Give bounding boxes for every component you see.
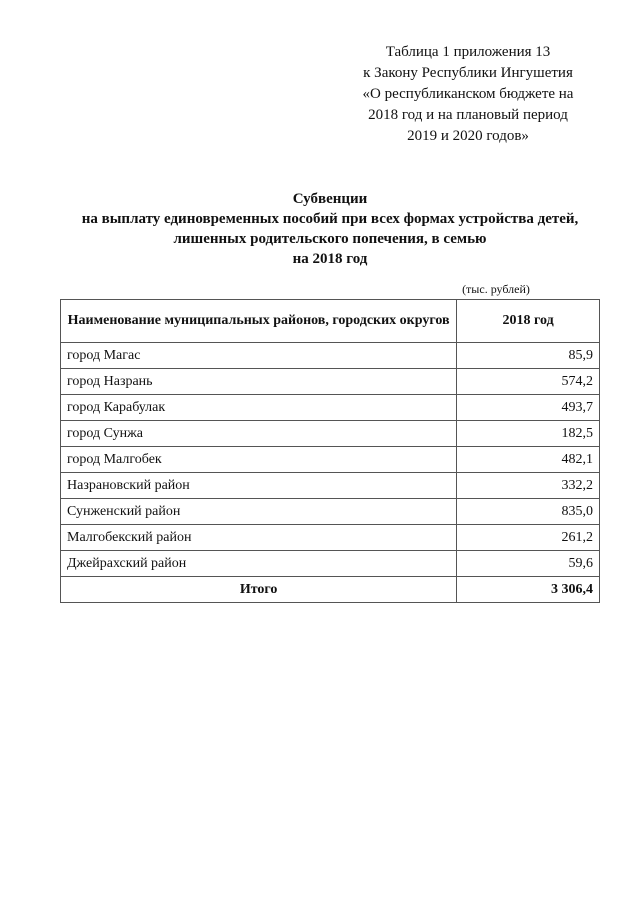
title-line: лишенных родительского попечения, в семью — [173, 231, 487, 247]
total-label: Итого — [61, 577, 457, 603]
subvention-table — [60, 299, 600, 603]
row-value: 332,2 — [457, 473, 600, 499]
appendix-line: Таблица 1 приложения 13 — [385, 44, 551, 60]
row-name: город Сунжа — [61, 421, 457, 447]
table-row — [61, 473, 600, 499]
row-value: 85,9 — [457, 343, 600, 369]
row-name: город Малгобек — [61, 447, 457, 473]
appendix-reference — [338, 42, 598, 147]
appendix-line: 2019 и 2020 годов» — [407, 128, 529, 144]
table-row — [61, 525, 600, 551]
title-line: Субвенции — [292, 191, 368, 207]
row-value: 493,7 — [457, 395, 600, 421]
row-name: Джейрахский район — [61, 551, 457, 577]
appendix-line: к Закону Республики Ингушетия — [363, 65, 573, 81]
table-row — [61, 551, 600, 577]
row-name: Назрановский район — [61, 473, 457, 499]
title-line: на 2018 год — [292, 251, 368, 267]
table-row — [61, 369, 600, 395]
row-value: 574,2 — [457, 369, 600, 395]
row-name: Сунженский район — [61, 499, 457, 525]
table-row — [61, 343, 600, 369]
table-header-row — [61, 300, 600, 343]
appendix-line: 2018 год и на плановый период — [368, 107, 568, 123]
row-value: 482,1 — [457, 447, 600, 473]
table-row — [61, 499, 600, 525]
units-note: (тыс. рублей) — [462, 282, 530, 296]
row-value: 261,2 — [457, 525, 600, 551]
title-line: на выплату единовременных пособий при всех формах устройства детей, — [81, 211, 579, 227]
total-row — [61, 577, 600, 603]
table-row — [61, 447, 600, 473]
row-name: Малгобекский район — [61, 525, 457, 551]
table-row — [61, 421, 600, 447]
table-row — [61, 395, 600, 421]
document-title — [40, 189, 620, 269]
appendix-line: «О республиканском бюджете на — [362, 86, 574, 102]
row-name: город Карабулак — [61, 395, 457, 421]
row-value: 59,6 — [457, 551, 600, 577]
row-value: 182,5 — [457, 421, 600, 447]
row-value: 835,0 — [457, 499, 600, 525]
header-name-cell: Наименование муниципальных районов, городских округов — [61, 300, 457, 343]
row-name: город Назрань — [61, 369, 457, 395]
row-name: город Магас — [61, 343, 457, 369]
header-year-cell: 2018 год — [457, 300, 600, 343]
total-value: 3 306,4 — [457, 577, 600, 603]
